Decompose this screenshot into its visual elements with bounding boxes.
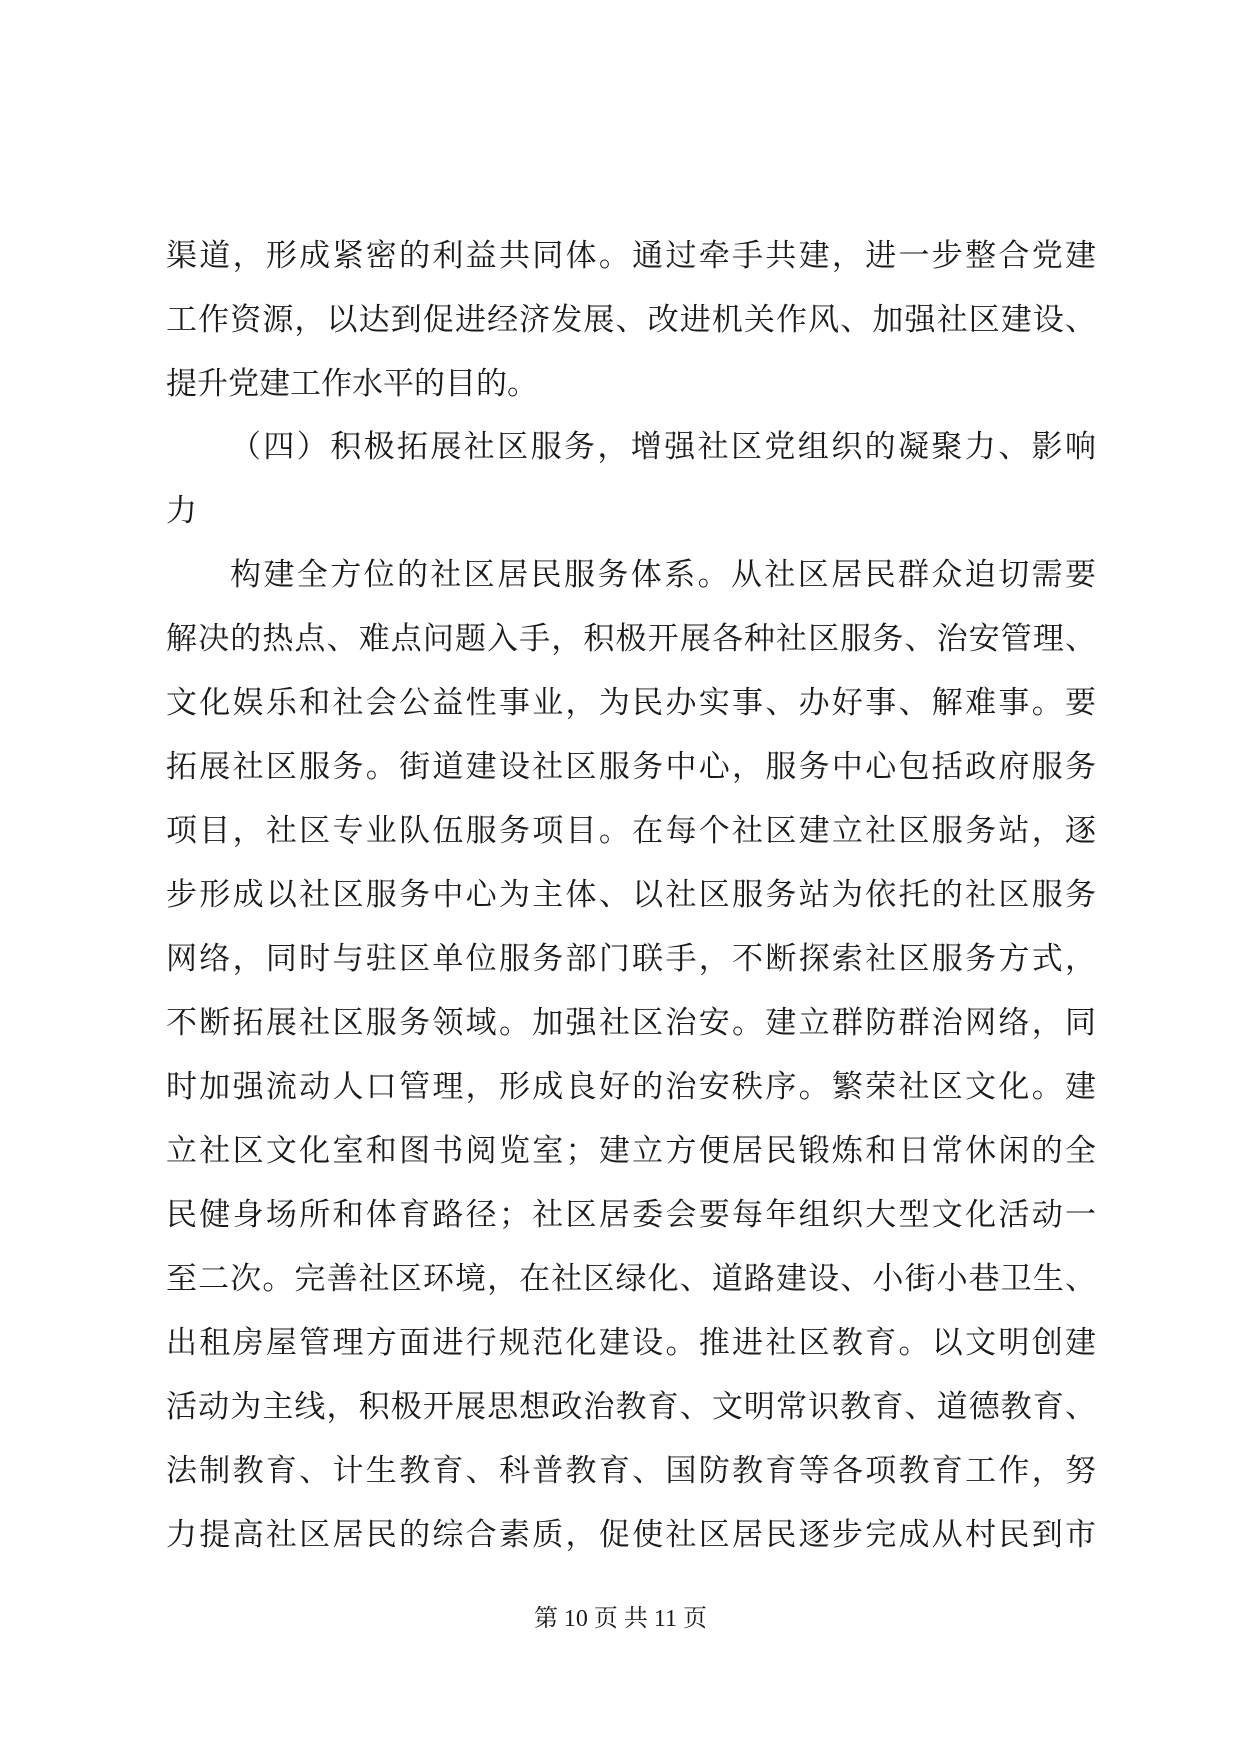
paragraph-line: 文化娱乐和社会公益性事业，为民办实事、办好事、解难事。要 [166, 685, 1096, 721]
paragraph-line: 不断拓展社区服务领域。加强社区治安。建立群防群治网络，同 [166, 1005, 1096, 1041]
page-number-footer: 第 10 页 共 11 页 [533, 1606, 708, 1632]
paragraph-line: 解决的热点、难点问题入手，积极开展各种社区服务、治安管理、 [166, 621, 1096, 657]
paragraph-line: 网络，同时与驻区单位服务部门联手，不断探索社区服务方式， [166, 941, 1096, 977]
paragraph-line: 步形成以社区服务中心为主体、以社区服务站为依托的社区服务 [166, 877, 1096, 913]
paragraph-line: 构建全方位的社区居民服务体系。从社区居民群众迫切需要 [230, 557, 1096, 593]
paragraph-line: 活动为主线，积极开展思想政治教育、文明常识教育、道德教育、 [166, 1389, 1096, 1425]
paragraph-line: 工作资源，以达到促进经济发展、改进机关作风、加强社区建设、 [166, 302, 1096, 338]
section-heading-line: （四）积极拓展社区服务，增强社区党组织的凝聚力、影响 [230, 429, 1096, 465]
paragraph-line: 拓展社区服务。街道建设社区服务中心，服务中心包括政府服务 [166, 749, 1096, 785]
paragraph-line: 至二次。完善社区环境，在社区绿化、道路建设、小街小巷卫生、 [166, 1261, 1096, 1297]
paragraph-line: 提升党建工作水平的目的。 [166, 366, 538, 402]
paragraph-line: 时加强流动人口管理，形成良好的治安秩序。繁荣社区文化。建 [166, 1069, 1096, 1105]
paragraph-line: 渠道，形成紧密的利益共同体。通过牵手共建，进一步整合党建 [166, 238, 1096, 274]
paragraph-line: 法制教育、计生教育、科普教育、国防教育等各项教育工作，努 [166, 1453, 1096, 1489]
paragraph-line: 力提高社区居民的综合素质，促使社区居民逐步完成从村民到市 [166, 1517, 1096, 1553]
section-heading-line: 力 [166, 493, 197, 529]
paragraph-line: 民健身场所和体育路径；社区居委会要每年组织大型文化活动一 [166, 1197, 1096, 1233]
paragraph-line: 出租房屋管理方面进行规范化建设。推进社区教育。以文明创建 [166, 1325, 1096, 1361]
paragraph-line: 立社区文化室和图书阅览室；建立方便居民锻炼和日常休闲的全 [166, 1133, 1096, 1169]
paragraph-line: 项目，社区专业队伍服务项目。在每个社区建立社区服务站，逐 [166, 813, 1096, 849]
